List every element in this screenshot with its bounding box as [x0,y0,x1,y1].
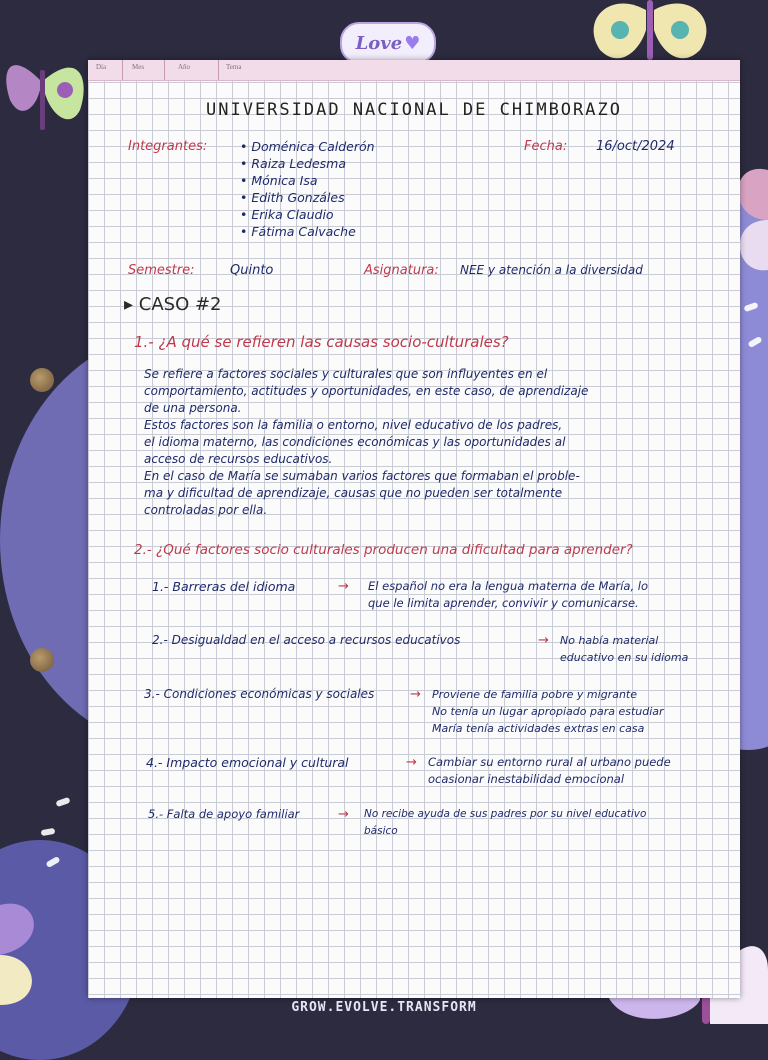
factor-label: 2.- Desigualdad en el acceso a recursos educativos [152,633,461,647]
arrow-icon: → [406,755,417,770]
factor-desc-line: ocasionar inestabilidad emocional [428,772,625,786]
decor-dash [55,797,70,807]
arrow-icon: → [338,579,349,594]
caso-heading: ▸ CASO #2 [124,294,222,315]
decor-dash [41,828,56,836]
header-mes: Mes [132,63,145,71]
integrante-item: • Raiza Ledesma [240,156,346,171]
factor-desc-line: María tenía actividades extras en casa [432,722,645,735]
integrante-item: • Edith Gonzáles [240,190,345,205]
factor-desc-line: que le limita aprender, convivir y comunicarse. [368,596,639,610]
factor-desc [428,754,671,788]
asignatura-value: NEE y atención a la diversidad [460,263,643,277]
header-divider [164,60,165,80]
factor-desc [364,806,646,840]
fecha-value: 16/oct/2024 [596,139,675,154]
factor-desc [432,686,664,737]
answer-line: Se refiere a factores sociales y culturales que son influyentes en el [144,367,548,381]
arrow-icon: → [538,633,549,648]
integrante-item: • Fátima Calvache [240,224,356,239]
butterfly-icon [0,895,50,1010]
answer-line: En el caso de María se sumaban varios factores que formaban el proble- [144,469,580,483]
heart-icon: ♥ [404,32,421,54]
factor-label: 4.- Impacto emocional y cultural [146,755,349,770]
header-ano: Año [178,63,191,71]
integrantes-list [240,138,375,240]
answer-1 [144,366,588,519]
notebook-page [88,60,740,998]
header-divider [122,60,123,80]
asignatura-label: Asignatura: [364,263,439,278]
factor-desc-line: No tenía un lugar apropiado para estudiar [432,705,664,718]
answer-line: acceso de recursos educativos. [144,452,333,466]
answer-line: de una persona. [144,401,242,415]
answer-line: comportamiento, actitudes y oportunidades, en este caso, de aprendizaje [144,384,589,398]
factor-desc [368,578,648,612]
footer-slogan: GROW.EVOLVE.TRANSFORM [291,1000,477,1015]
semestre-value: Quinto [230,263,274,278]
love-label: Love [355,32,403,54]
factor-desc-line: educativo en su idioma [560,651,689,664]
answer-line: controladas por ella. [144,503,268,517]
header-dia: Día [96,63,107,71]
factor-desc-line: No recibe ayuda de sus padres por su nivel educativo [364,808,647,820]
question-2: 2.- ¿Qué factores socio culturales producen una dificultad para aprender? [134,542,633,558]
header-tema: Tema [226,63,242,71]
question-1: 1.- ¿A qué se refieren las causas socio-culturales? [134,333,509,351]
factor-label: 3.- Condiciones económicas y sociales [144,687,375,701]
integrante-item: • Mónica Isa [240,173,318,188]
semestre-label: Semestre: [128,263,195,278]
integrantes-label: Integrantes: [128,139,208,154]
answer-line: Estos factores son la familia o entorno, nivel educativo de los padres, [144,418,563,432]
factor-desc-line: Proviene de familia pobre y migrante [432,688,637,701]
document-title: UNIVERSIDAD NACIONAL DE CHIMBORAZO [206,100,622,120]
factor-desc-line: El español no era la lengua materna de María, lo [368,579,649,593]
factor-label: 1.- Barreras del idioma [152,579,296,594]
integrante-item: • Erika Claudio [240,207,334,222]
butterfly-icon [0,30,90,140]
page-header-bar [88,60,740,81]
fecha-label: Fecha: [524,139,568,154]
factor-desc-line: No había material [560,634,659,647]
factor-desc [560,632,688,666]
arrow-icon: → [410,687,421,702]
header-divider [218,60,219,80]
factor-desc-line: básico [364,825,398,837]
factor-desc-line: Cambiar su entorno rural al urbano puede [428,755,671,769]
love-badge [340,22,436,64]
binder-hole [30,648,54,672]
arrow-icon: → [338,807,349,822]
answer-line: ma y dificultad de aprendizaje, causas que no pueden ser totalmente [144,486,563,500]
answer-line: el idioma materno, las condiciones económicas y las oportunidades al [144,435,566,449]
integrante-item: • Doménica Calderón [240,139,375,154]
factor-label: 5.- Falta de apoyo familiar [148,807,300,821]
binder-hole [30,368,54,392]
